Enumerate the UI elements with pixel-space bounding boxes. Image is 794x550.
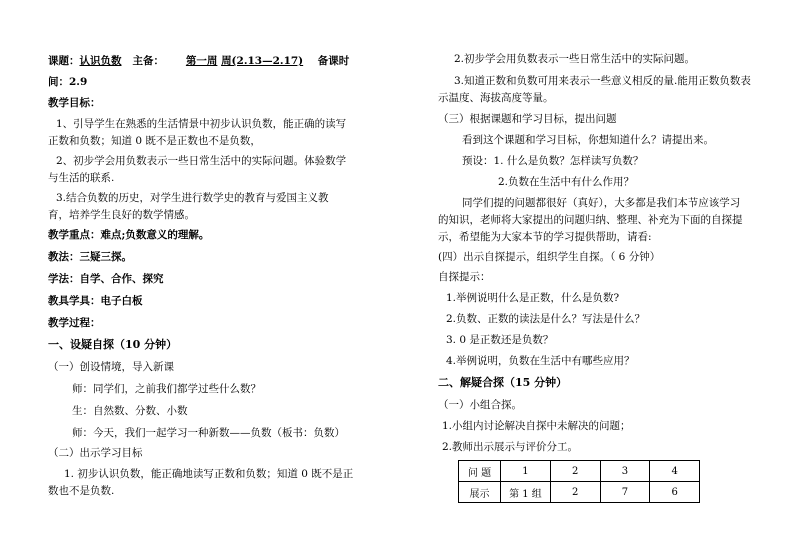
goals-heading: 教学目标： (48, 97, 101, 109)
week-label: 第一周 (185, 55, 218, 67)
preset-question-2: 2.负数在生活中有什么作用？ (498, 176, 635, 188)
preset-question-1: 预设：1. 什么是负数？怎样读写负数？ (462, 155, 644, 167)
dialogue-1: 师：同学们，之前我们都学过些什么数？ (72, 383, 261, 395)
objective-3-line-2: 示温度、海拔高度等量。 (438, 92, 554, 104)
subsection-5: （一）小组合探。 (438, 399, 522, 411)
goal-3-line-2: 育，培养学生良好的数学情感。 (48, 209, 195, 221)
group-task-1: 1.小组内讨论解决自探中未解决的问题； (442, 420, 631, 432)
table-cell: 1 (501, 461, 551, 482)
question-prompt: 看到这个课题和学习目标，你想知道什么？请提出来。 (462, 134, 714, 146)
goal-2-line-2: 与生活的联系. (48, 172, 115, 184)
goal-3-line-1: 3.结合负数的历史，对学生进行数学史的教育与爱国主义教 (56, 192, 329, 204)
section-1-heading: 一、设疑自探（10 分钟） (48, 338, 178, 351)
week-range: 周(2.13—2.17) (221, 55, 304, 67)
hint-4: 4.举例说明，负数在生活中有哪些应用？ (446, 355, 635, 367)
subsection-2: （二）出示学习目标 (48, 447, 143, 459)
assignment-table (458, 460, 700, 503)
table-row (459, 461, 700, 482)
table-cell: 问 题 (459, 461, 501, 482)
table-cell: 第 1 组 (501, 482, 551, 503)
goal-1-line-1: 1、引导学生在熟悉的生活情景中初步认识负数，能正确的读写 (56, 118, 347, 130)
goal-1-line-2: 正数和负数；知道 0 既不是正数也不是负数， (48, 135, 261, 147)
paragraph-line-1: 同学们提的问题都很好（真好），大多都是我们本节应该学习 (462, 197, 741, 209)
objective-1-line-2: 数也不是负数. (48, 485, 115, 497)
dialogue-3: 师：今天，我们一起学习一种新数——负数（板书：负数） (72, 427, 345, 439)
table-cell: 2 (550, 461, 600, 482)
dialogue-2: 生：自然数、分数、小数 (72, 405, 188, 417)
table-cell: 4 (650, 461, 700, 482)
lesson-topic-label: 课题： (48, 55, 80, 67)
lesson-title: 认识负数 (79, 55, 122, 67)
key-points: 教学重点：难点;负数意义的理解。 (48, 229, 210, 241)
table-cell: 6 (650, 482, 700, 503)
paragraph-line-3: 示，希望能为大家本节的学习提供帮助，请看: (438, 231, 652, 243)
group-task-2: 2.教师出示展示与评价分工。 (442, 441, 579, 453)
prep-time: 间：2.9 (48, 76, 88, 88)
subsection-4: (四）出示自探提示，组织学生自探。（ 6 分钟） (438, 251, 661, 263)
learning-method: 学法：自学、合作、探究 (48, 273, 164, 285)
section-2-heading: 二、解疑合探（15 分钟） (438, 376, 568, 389)
hint-2: 2.负数、正数的读法是什么？写法是什么？ (446, 313, 646, 325)
table-cell: 2 (550, 482, 600, 503)
table-cell: 3 (600, 461, 650, 482)
teaching-tools: 教具学具：电子白板 (48, 295, 143, 307)
table-cell: 7 (600, 482, 650, 503)
objective-3-line-1: 3.知道正数和负数可用来表示一些意义相反的量.能用正数负数表 (454, 75, 751, 87)
paragraph-line-2: 的知识，老师将大家提出的问题归纳、整理、补充为下面的自探提 (438, 214, 743, 226)
table-row (459, 482, 700, 503)
table-cell: 展示 (459, 482, 501, 503)
hints-heading: 自探提示： (438, 271, 491, 283)
subsection-3: （三）根据课题和学习目标，提出问题 (438, 113, 617, 125)
teaching-method: 教法：三疑三探。 (48, 251, 132, 263)
lesson-header (48, 54, 349, 68)
subsection-1: （一）创设情境，导入新课 (48, 361, 174, 373)
goal-2-line-1: 2、初步学会用负数表示一些日常生活中的实际问题。体验数学 (56, 155, 347, 167)
process-heading: 教学过程： (48, 317, 101, 329)
prep-time-label: 备课时 (317, 55, 350, 67)
hint-1: 1.举例说明什么是正数，什么是负数? (446, 292, 620, 304)
host-label: 主备： (132, 55, 164, 67)
objective-2: 2.初步学会用负数表示一些日常生活中的实际问题。 (454, 53, 696, 65)
objective-1-line-1: 1. 初步认识负数，能正确地读写正数和负数；知道 0 既不是正 (64, 468, 354, 480)
hint-3: 3. 0 是正数还是负数？ (446, 334, 554, 346)
